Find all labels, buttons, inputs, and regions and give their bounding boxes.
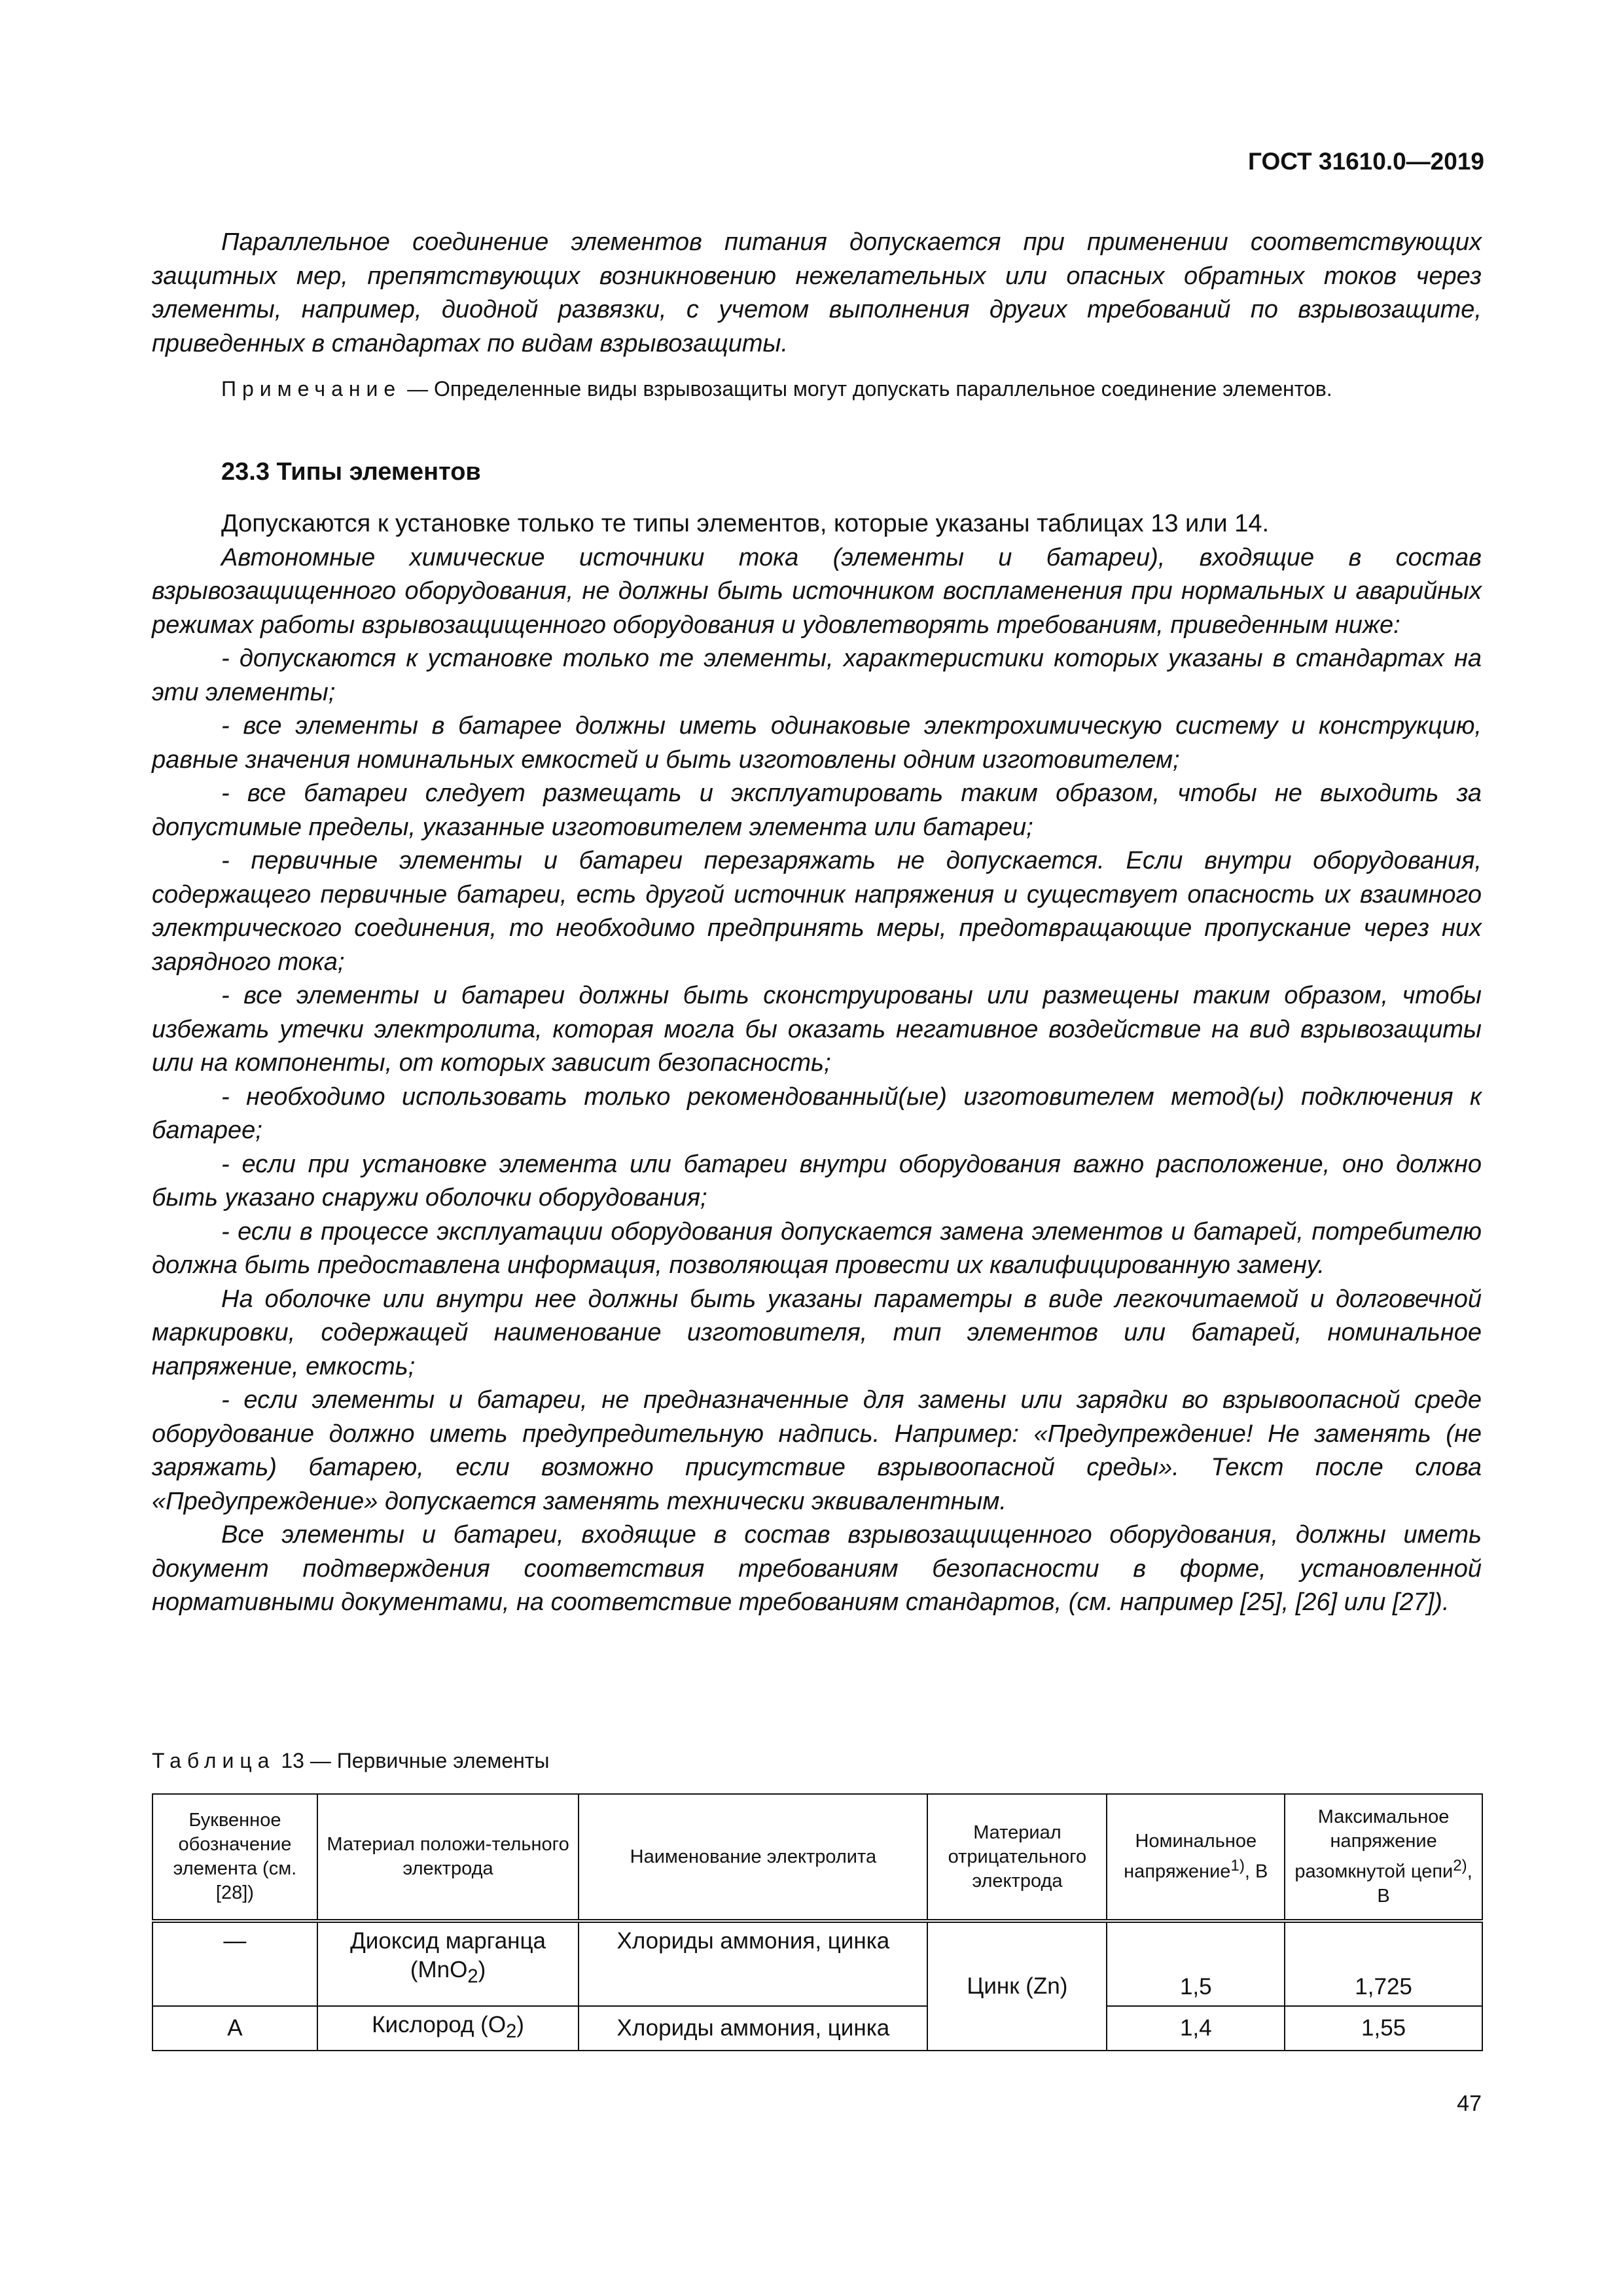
header-nominal-voltage-text: Номинальное напряжение [1124, 1831, 1257, 1882]
paragraph-marking: На оболочке или внутри нее должны быть указаны параметры в виде легкочитаемой и долговечной маркировки, содержащей наименование изготовителя, тип элементов или батарей, номинальное напряжение, емкость; [152, 1285, 1482, 1380]
list-item-4: - первичные элементы и батареи перезаряжать не допускается. Если внутри оборудования, содержащего первичные батареи, есть другой источник напряжения и существует опасность их взаимного электрического соединения, то необходимо предпринять меры, предотвращающие пропускание через них зарядного тока; [152, 847, 1482, 976]
cell-electrolyte: Хлориды аммония, цинка [579, 2006, 927, 2051]
note-label: Примечание [221, 377, 402, 401]
list-item-7: - если при установке элемента или батареи внутри оборудования важно расположение, оно должно быть указано снаружи оболочки оборудования; [152, 1150, 1482, 1211]
cell-positive-electrode-close: ) [478, 1957, 486, 1982]
note [152, 375, 1482, 403]
cell-designation: — [152, 1921, 317, 2006]
intro-paragraph-block [152, 226, 1482, 361]
cell-negative-electrode: Цинк (Zn) [927, 1921, 1107, 2051]
note-text: — Определенные виды взрывозащиты могут допускать параллельное соединение элементов. [401, 377, 1332, 401]
footnote-ref-2: 2) [1453, 1857, 1467, 1875]
header-max-voltage [1285, 1794, 1482, 1921]
paragraph-1: Автономные химические источники тока (элементы и батареи), входящие в состав взрывозащищенного оборудования, не должны быть источником воспламенения при нормальных и аварийных режимах работы взрывозащищенного оборудования и удовлетворять требованиям, приведенным ниже: [152, 543, 1482, 639]
table-header-row [152, 1794, 1482, 1921]
footnote-ref-1: 1) [1230, 1857, 1245, 1875]
header-max-voltage-unit: , В [1377, 1861, 1472, 1907]
cell-positive-electrode-subscript: 2 [506, 2021, 517, 2042]
cell-positive-electrode-text: Диоксид марганца (MnO [350, 1928, 546, 1982]
header-nominal-voltage [1107, 1794, 1285, 1921]
list-item-8: - если в процессе эксплуатации оборудования допускается замена элементов и батарей, потребителю должна быть предоставлена информация, позволяющая провести их квалифицированную замену. [152, 1217, 1482, 1279]
cell-max-voltage: 1,725 [1285, 1921, 1482, 2006]
cell-positive-electrode [317, 1921, 579, 2006]
document-designation: ГОСТ 31610.0—2019 [1247, 148, 1484, 175]
paragraph-0: Допускаются к установке только те типы элементов, которые указаны таблицах 13 или 14. [221, 510, 1270, 537]
header-negative-electrode: Материал отрицательного электрода [927, 1794, 1107, 1921]
table-row [152, 2006, 1482, 2051]
cell-positive-electrode-close: ) [516, 2012, 524, 2037]
header-electrolyte: Наименование электролита [579, 1794, 927, 1921]
cell-electrolyte: Хлориды аммония, цинка [579, 1921, 927, 2006]
header-max-voltage-text: Максимальное напряжение разомкнутой цепи [1294, 1806, 1454, 1882]
intro-paragraph: Параллельное соединение элементов питания допускается при применении соответствующих защитных мер, препятствующих возникновению нежелательных или опасных обратных токов через элементы, например, диодной развязки, с учетом выполнения других требований по взрывозащите, приведенных в стандартах по видам взрывозащиты. [152, 228, 1482, 357]
list-item-1: - допускаются к установке только те элементы, характеристики которых указаны в стандартах на эти элементы; [152, 645, 1482, 706]
table-caption-label: Таблица [152, 1749, 276, 1772]
header-nominal-voltage-unit: , В [1244, 1861, 1268, 1882]
table-row [152, 1921, 1482, 2006]
cell-positive-electrode-text: Кислород (O [372, 2012, 507, 2037]
cell-nominal-voltage: 1,4 [1107, 2006, 1285, 2051]
cell-nominal-voltage: 1,5 [1107, 1921, 1285, 2006]
table-caption [152, 1749, 549, 1773]
section-title: 23.3 Типы элементов [221, 458, 481, 486]
cell-positive-electrode-subscript: 2 [467, 1966, 478, 1987]
cell-designation: A [152, 2006, 317, 2051]
page-number: 47 [1457, 2091, 1482, 2116]
list-item-9: - если элементы и батареи, не предназначенные для замены или зарядки во взрывоопасной среде оборудование должно иметь предупредительную надпись. Например: «Предупреждение! Не заменять (не заряжать) батарею, если возможно присутствие взрывоопасной среды». Текст после слова «Предупреждение» допускается заменять технически эквивалентным. [152, 1386, 1482, 1515]
table-caption-text: 13 — Первичные элементы [275, 1749, 550, 1772]
list-item-6: - необходимо использовать только рекомендованный(ые) изготовителем метод(ы) подключения к батарее; [152, 1083, 1482, 1144]
list-item-5: - все элементы и батареи должны быть сконструированы или размещены таким образом, чтобы избежать утечки электролита, которая могла бы оказать негативное воздействие на вид взрывозащиты или на компоненты, от которых зависит безопасность; [152, 982, 1482, 1077]
list-item-2: - все элементы в батарее должны иметь одинаковые электрохимическую систему и конструкцию, равные значения номинальных емкостей и быть изготовлены одним изготовителем; [152, 712, 1482, 774]
list-item-3: - все батареи следует размещать и эксплуатировать таким образом, чтобы не выходить за допустимые пределы, указанные изготовителем элемента или батареи; [152, 780, 1482, 841]
section-body [152, 507, 1482, 1620]
cell-max-voltage: 1,55 [1285, 2006, 1482, 2051]
header-positive-electrode: Материал положи-тельного электрода [317, 1794, 579, 1921]
cell-positive-electrode [317, 2006, 579, 2051]
paragraph-conformity: Все элементы и батареи, входящие в состав взрывозащищенного оборудования, должны иметь документ подтверждения соответствия требованиям безопасности в форме, установленной нормативными документами, на соответствие требованиям стандартов, (см. например [25], [26] или [27]). [152, 1521, 1482, 1616]
header-designation: Буквенное обозначение элемента (см. [28]) [152, 1794, 317, 1921]
primary-cells-table [152, 1793, 1483, 2051]
